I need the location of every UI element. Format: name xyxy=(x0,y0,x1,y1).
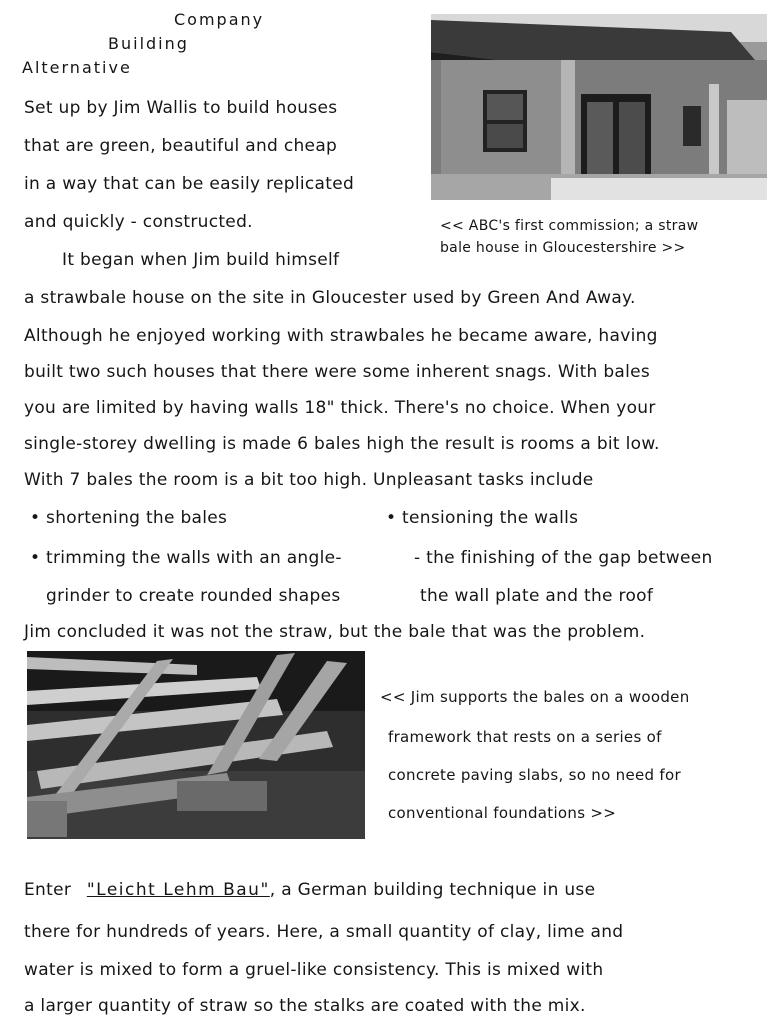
photo2-caption-line-2: framework that rests on a series of xyxy=(388,728,662,746)
intro-line-2: that are green, beautiful and cheap xyxy=(24,136,338,156)
technique-name: "Leicht Lehm Bau" xyxy=(86,880,270,900)
conclusion-line: Jim concluded it was not the straw, but the bale that was the problem. xyxy=(24,622,646,642)
title-company: Company xyxy=(174,10,265,29)
intro-line-3: in a way that can be easily replicated xyxy=(24,174,355,194)
closing-line-1 xyxy=(24,880,595,900)
photo2-caption-line-4: conventional foundations >> xyxy=(388,804,617,822)
task-left-3: grinder to create rounded shapes xyxy=(46,586,341,606)
task-right-1: • tensioning the walls xyxy=(386,508,579,528)
closing-line-3: water is mixed to form a gruel-like consistency. This is mixed with xyxy=(24,960,604,980)
body-line-5: single-storey dwelling is made 6 bales high the result is rooms a bit low. xyxy=(24,434,660,454)
closing-line-2: there for hundreds of years. Here, a small quantity of clay, lime and xyxy=(24,922,624,942)
intro-line-5: It began when Jim build himself xyxy=(62,250,340,270)
photo1-caption-line-2: bale house in Gloucestershire >> xyxy=(440,240,686,256)
body-line-2: Although he enjoyed working with strawbales he became aware, having xyxy=(24,326,658,346)
closing-line-1-rest: , a German building technique in use xyxy=(269,880,596,900)
straw-bale-house-photo xyxy=(431,14,767,200)
task-right-2: - the finishing of the gap between xyxy=(414,548,713,568)
body-line-1: a strawbale house on the site in Gloucester used by Green And Away. xyxy=(24,288,636,308)
closing-line-4: a larger quantity of straw so the stalks are coated with the mix. xyxy=(24,996,586,1016)
title-building: Building xyxy=(108,34,189,53)
body-line-4: you are limited by having walls 18" thick. There's no choice. When your xyxy=(24,398,656,418)
body-line-3: built two such houses that there were some inherent snags. With bales xyxy=(24,362,651,382)
task-left-1: • shortening the bales xyxy=(30,508,228,528)
task-right-3: the wall plate and the roof xyxy=(420,586,654,606)
task-left-2: • trimming the walls with an angle- xyxy=(30,548,342,568)
title-alternative: Alternative xyxy=(22,58,132,77)
intro-line-1: Set up by Jim Wallis to build houses xyxy=(24,98,338,118)
wooden-framework-photo xyxy=(27,651,365,839)
enter-word: Enter xyxy=(24,880,72,900)
photo2-caption-line-3: concrete paving slabs, so no need for xyxy=(388,766,681,784)
body-line-6: With 7 bales the room is a bit too high. Unpleasant tasks include xyxy=(24,470,594,490)
photo1-caption-line-1: << ABC's first commission; a straw xyxy=(440,218,699,234)
intro-line-4: and quickly - constructed. xyxy=(24,212,253,232)
photo2-caption-line-1: << Jim supports the bales on a wooden xyxy=(380,688,690,706)
